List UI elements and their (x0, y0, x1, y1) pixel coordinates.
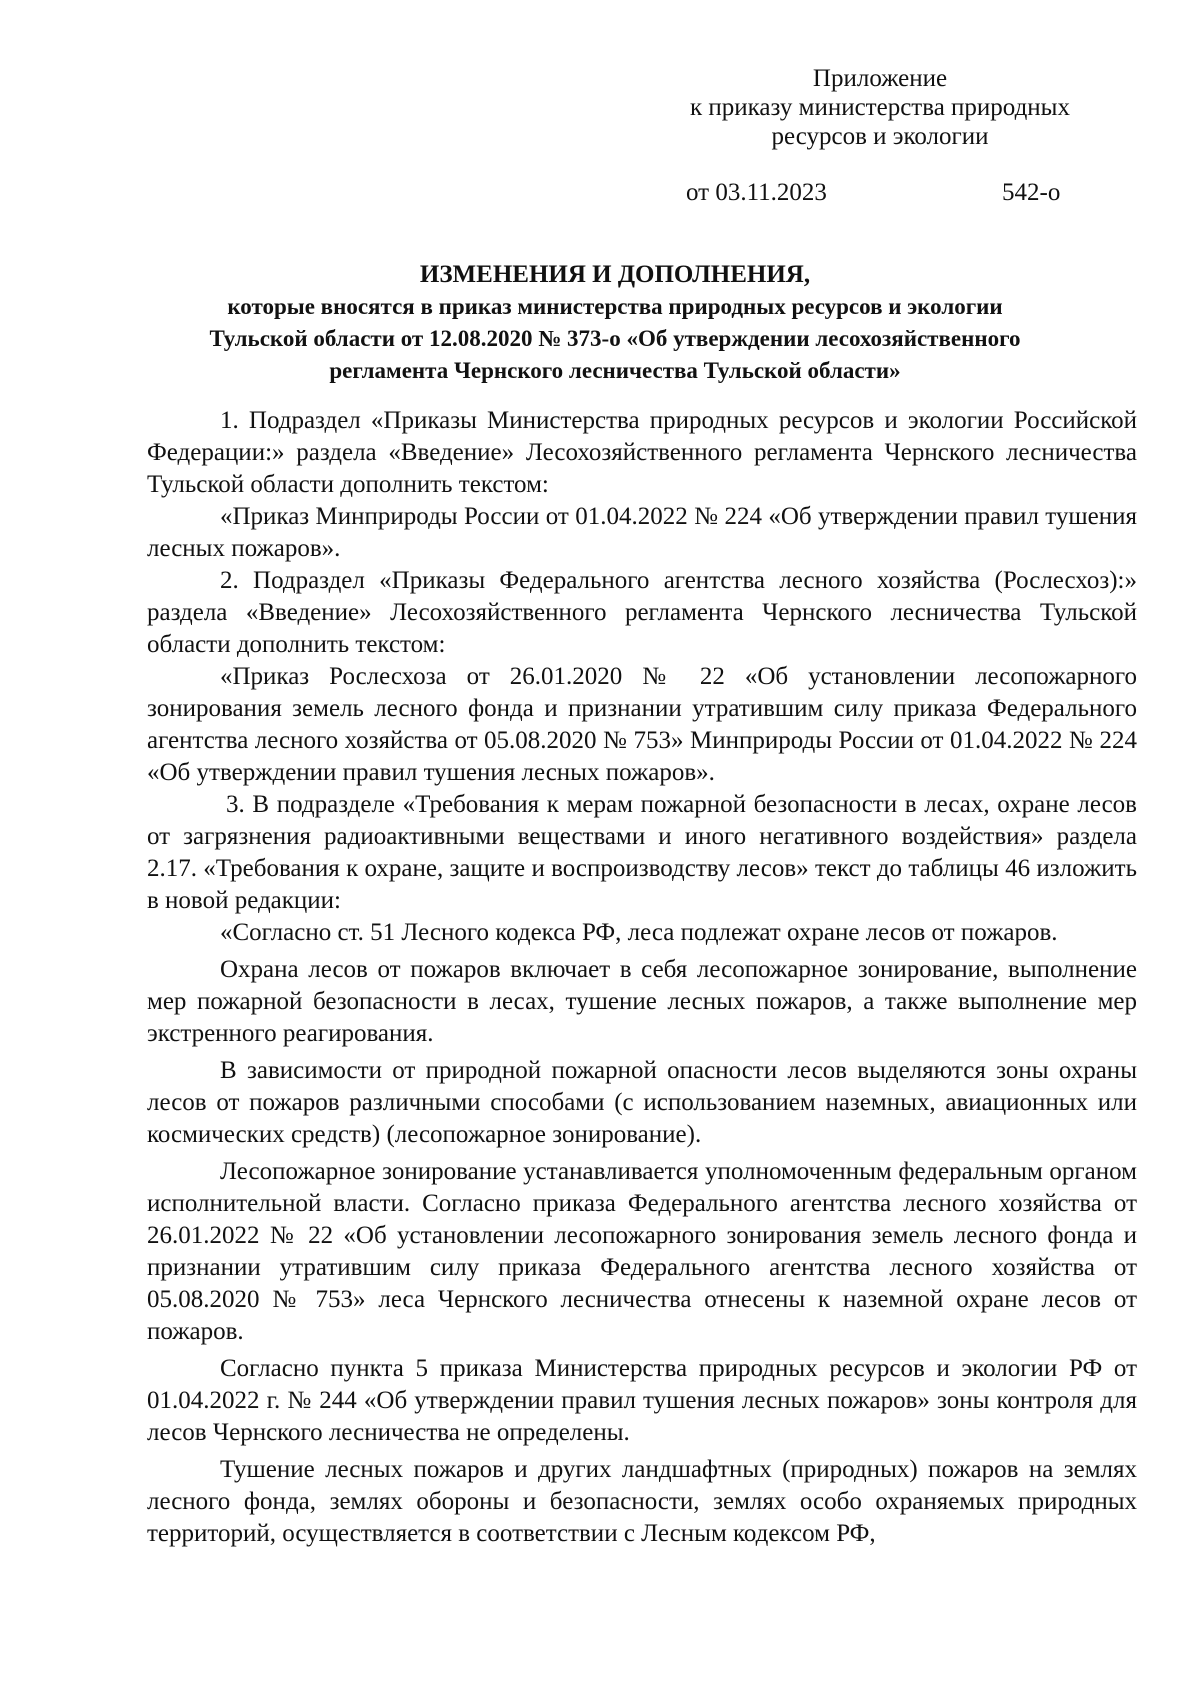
paragraph-quote-2: «Приказ Рослесхоза от 26.01.2020 № 22 «Об установлении лесопожарного зонирования земель лесного фонда и признании утратившим силу приказа Федерального агентства лесного хозяйства от 05.08.2020 № 753» Минприроды России от 01.04.2022 № 224 «Об утверждении правил тушения лесных пожаров». (147, 663, 1137, 786)
order-date: от 03.11.2023 (686, 179, 827, 206)
paragraph-extinguishing: Тушение лесных пожаров и других ландшафтных (природных) пожаров на землях лесного фонда, землях обороны и безопасности, землях особо охраняемых природных территорий, осуществляется в соответствии с Лесным кодексом РФ, (147, 1456, 1137, 1547)
paragraph-quote-1: «Приказ Минприроды России от 01.04.2022 № 224 «Об утверждении правил тушения лесных пожаров». (147, 503, 1137, 562)
paragraph-item-2: 2. Подраздел «Приказы Федерального агентства лесного хозяйства (Рослесхоз):» раздела «Введение» Лесохозяйственного регламента Чернского лесничества Тульской области дополнить текстом: (147, 567, 1137, 658)
title-sub-line: которые вносятся в приказ министерства природных ресурсов и экологии (227, 294, 1003, 319)
order-number: 542-о (1002, 179, 1061, 206)
document-title (110, 258, 1120, 387)
paragraph-quote-3: «Согласно ст. 51 Лесного кодекса РФ, леса подлежат охране лесов от пожаров. (220, 919, 1058, 946)
paragraph-control-zones: Согласно пункта 5 приказа Министерства природных ресурсов и экологии РФ от 01.04.2022 г. № 244 «Об утверждении правил тушения лесных пожаров» зоны контроля для лесов Чернского лесничества не определены. (147, 1355, 1137, 1446)
paragraph-fire-protection: Охрана лесов от пожаров включает в себя лесопожарное зонирование, выполнение мер пожарной безопасности в лесах, тушение лесных пожаров, а также выполнение мер экстренного реагирования. (147, 956, 1137, 1047)
document-body (147, 405, 1137, 1550)
appendix-line: Приложение (812, 65, 948, 92)
appendix-header (640, 64, 1120, 151)
paragraph-zoning: Лесопожарное зонирование устанавливается уполномоченным федеральным органом исполнительной власти. Согласно приказа Федерального агентства лесного хозяйства от 26.01.2022 № 22 «Об установлении лесопожарного зонирования земель лесного фонда и признании утратившим силу приказа Федерального агентства лесного хозяйства от 05.08.2020 № 753» леса Чернского лесничества отнесены к наземной охране лесов от пожаров. (147, 1158, 1137, 1345)
title-sub-line: регламента Чернского лесничества Тульской области» (329, 358, 901, 383)
paragraph-fire-zones: В зависимости от природной пожарной опасности лесов выделяются зоны охраны лесов от пожаров различными способами (с использованием наземных, авиационных или космических средств) (лесопожарное зонирование). (147, 1057, 1137, 1148)
appendix-line: ресурсов и экологии (771, 123, 989, 150)
paragraph-item-1: 1. Подраздел «Приказы Министерства природных ресурсов и экологии Российской Федерации:» раздела «Введение» Лесохозяйственного регламента Чернского лесничества Тульской области дополнить текстом: (147, 407, 1137, 498)
title-sub-line: Тульской области от 12.08.2020 № 373-о «Об утверждении лесохозяйственного (209, 326, 1021, 351)
appendix-line: к приказу министерства природных (690, 94, 1070, 121)
title-main: ИЗМЕНЕНИЯ И ДОПОЛНЕНИЯ, (419, 261, 811, 288)
paragraph-item-3: 3. В подразделе «Требования к мерам пожарной безопасности в лесах, охране лесов от загрязнения радиоактивными веществами и иного негативного воздействия» раздела 2.17. «Требования к охране, защите и воспроизводству лесов» текст до таблицы 46 изложить в новой редакции: (147, 791, 1137, 914)
